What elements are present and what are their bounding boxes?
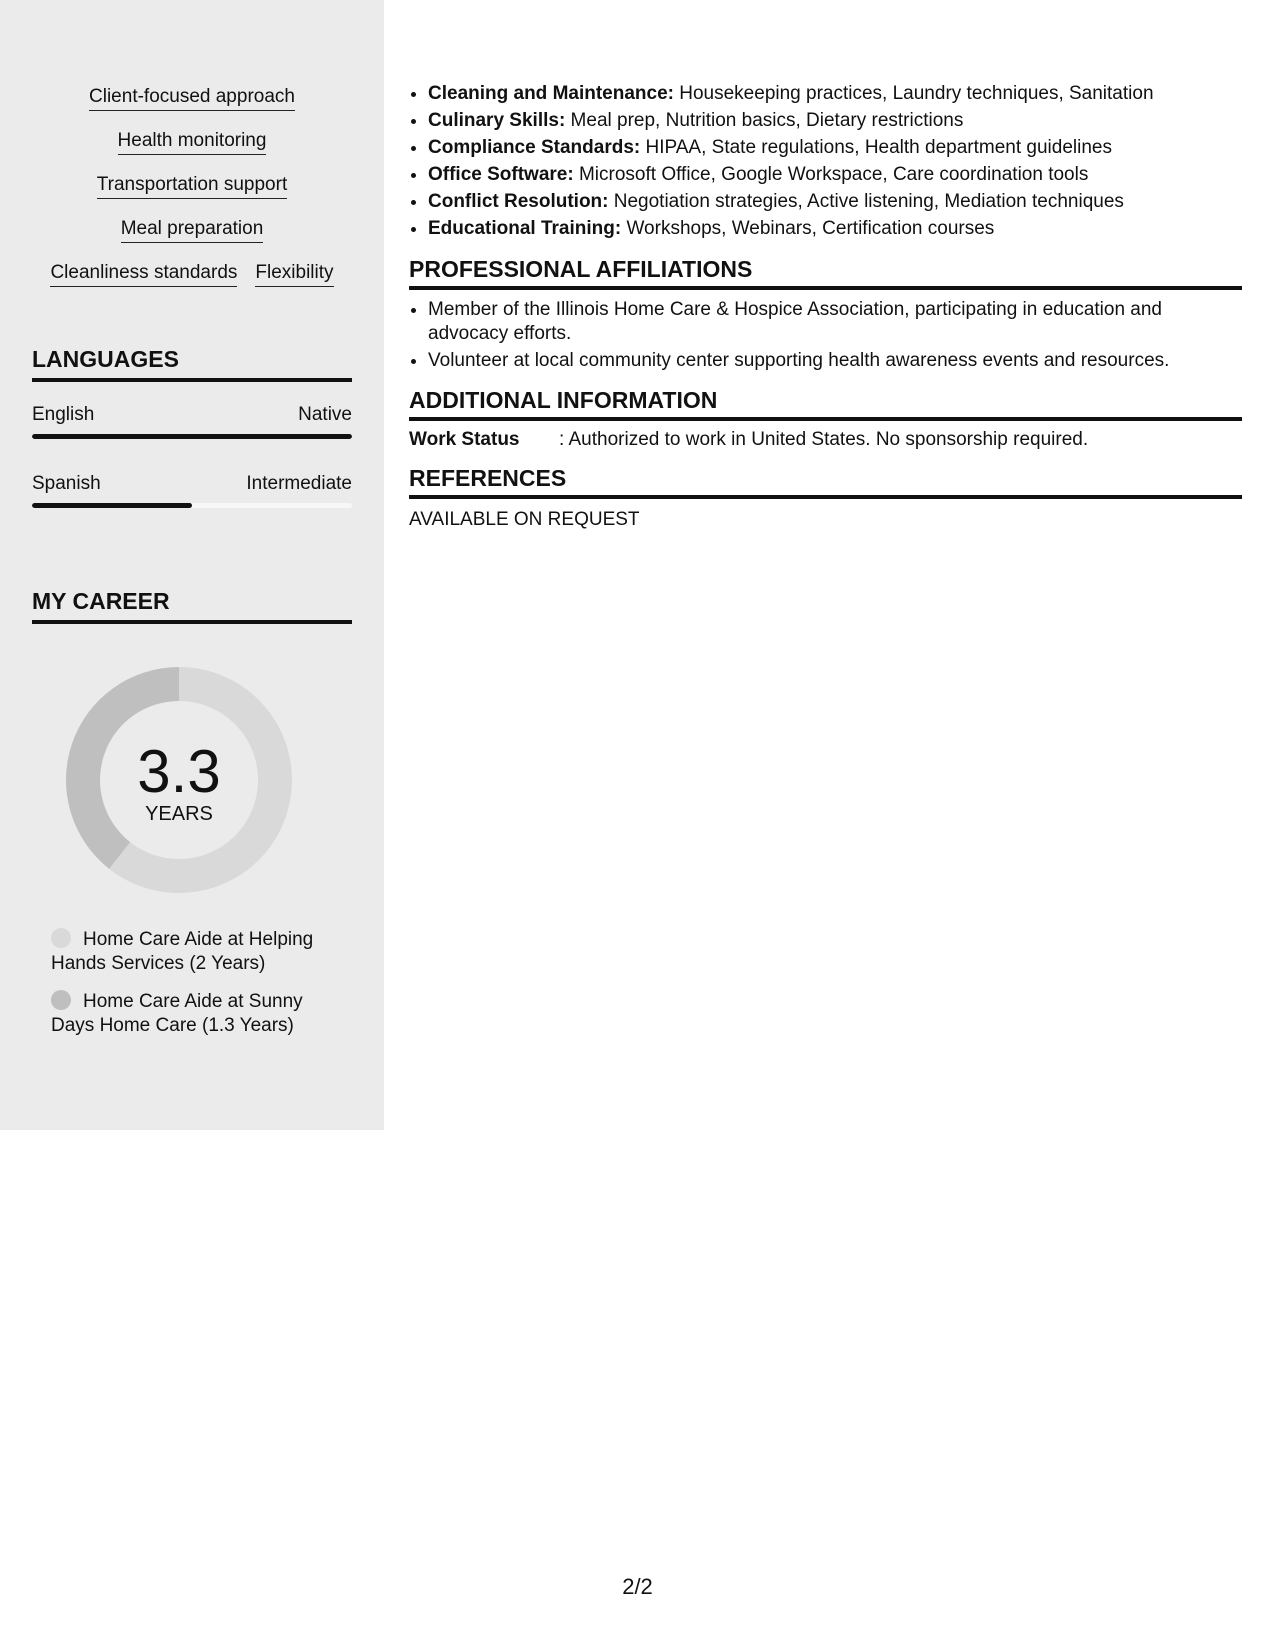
skill-tag: Client-focused approach [89, 86, 295, 111]
language-bar-fill [32, 434, 352, 439]
affiliations-list [409, 298, 1242, 373]
career-legend [51, 928, 341, 1052]
skill-item [428, 107, 1242, 134]
references-heading: REFERENCES [409, 465, 1242, 499]
career-job-label: Home Care Aide at Sunny Days Home Care (1.3 Years) [51, 991, 303, 1036]
skill-tag: Meal preparation [121, 218, 264, 243]
language-level: Native [298, 404, 352, 425]
affiliation-item: • Member of the Illinois Home Care & Hospice Association, participating in education and advocacy efforts. [428, 298, 1242, 346]
skill-category: Cleaning and Maintenance: [428, 83, 674, 104]
languages-heading: LANGUAGES [32, 346, 352, 382]
language-row-spanish [32, 473, 352, 495]
tag-row [32, 174, 352, 199]
legend-dot-icon [51, 928, 71, 948]
references-text: AVAILABLE ON REQUEST [409, 509, 640, 530]
skill-details: Workshops, Webinars, Certification courses [621, 218, 995, 239]
skill-tag: Transportation support [97, 174, 287, 199]
language-bar-english [32, 434, 352, 439]
language-row-english [32, 404, 352, 426]
career-legend-item [51, 990, 341, 1038]
skill-item [428, 161, 1242, 188]
main-content [409, 80, 1242, 531]
skill-details: Negotiation strategies, Active listening, Mediation techniques [608, 191, 1124, 212]
language-name: English [32, 404, 95, 425]
tag-row [32, 130, 352, 155]
tag-row [32, 218, 352, 243]
language-bar-fill [32, 503, 192, 508]
skill-category: Educational Training: [428, 218, 622, 239]
skill-tag: Health monitoring [118, 130, 267, 155]
page-number: 2/2 [622, 1574, 653, 1599]
skill-category: Compliance Standards: [428, 137, 641, 158]
sidebar [0, 0, 384, 1130]
skill-category: Office Software: [428, 164, 574, 185]
additional-info-heading: ADDITIONAL INFORMATION [409, 387, 1242, 421]
affiliation-item: • Volunteer at local community center supporting health awareness events and resources. [428, 349, 1242, 373]
skill-item [428, 134, 1242, 161]
skill-tag: Flexibility [255, 262, 333, 287]
skill-item [428, 188, 1242, 215]
skill-item [428, 215, 1242, 242]
tag-row [32, 262, 352, 287]
skill-category: Culinary Skills: [428, 110, 566, 131]
skill-item [428, 80, 1242, 107]
skill-details: HIPAA, State regulations, Health department guidelines [640, 137, 1112, 158]
career-heading: MY CAREER [32, 588, 352, 624]
skill-details: Housekeeping practices, Laundry techniques, Sanitation [673, 83, 1154, 104]
skill-tag: Cleanliness standards [50, 262, 237, 287]
career-total-unit: YEARS [145, 803, 213, 825]
work-status-label: Work Status [409, 429, 520, 450]
skill-tags [32, 86, 352, 306]
work-status-value: : Authorized to work in United States. No sponsorship required. [559, 429, 1089, 450]
work-status-row [409, 429, 1242, 451]
skill-category: Conflict Resolution: [428, 191, 609, 212]
skills-list [409, 80, 1242, 242]
language-level: Intermediate [246, 473, 352, 494]
skill-details: Meal prep, Nutrition basics, Dietary restrictions [565, 110, 964, 131]
career-job-label: Home Care Aide at Helping Hands Services (2 Years) [51, 929, 314, 974]
affiliations-heading: PROFESSIONAL AFFILIATIONS [409, 256, 1242, 290]
skill-details: Microsoft Office, Google Workspace, Care coordination tools [573, 164, 1089, 185]
career-legend-item [51, 928, 341, 976]
career-total-years: 3.3 [137, 738, 221, 805]
tag-row [32, 86, 352, 111]
language-bar-spanish [32, 503, 352, 508]
legend-dot-icon [51, 990, 71, 1010]
language-name: Spanish [32, 473, 101, 494]
